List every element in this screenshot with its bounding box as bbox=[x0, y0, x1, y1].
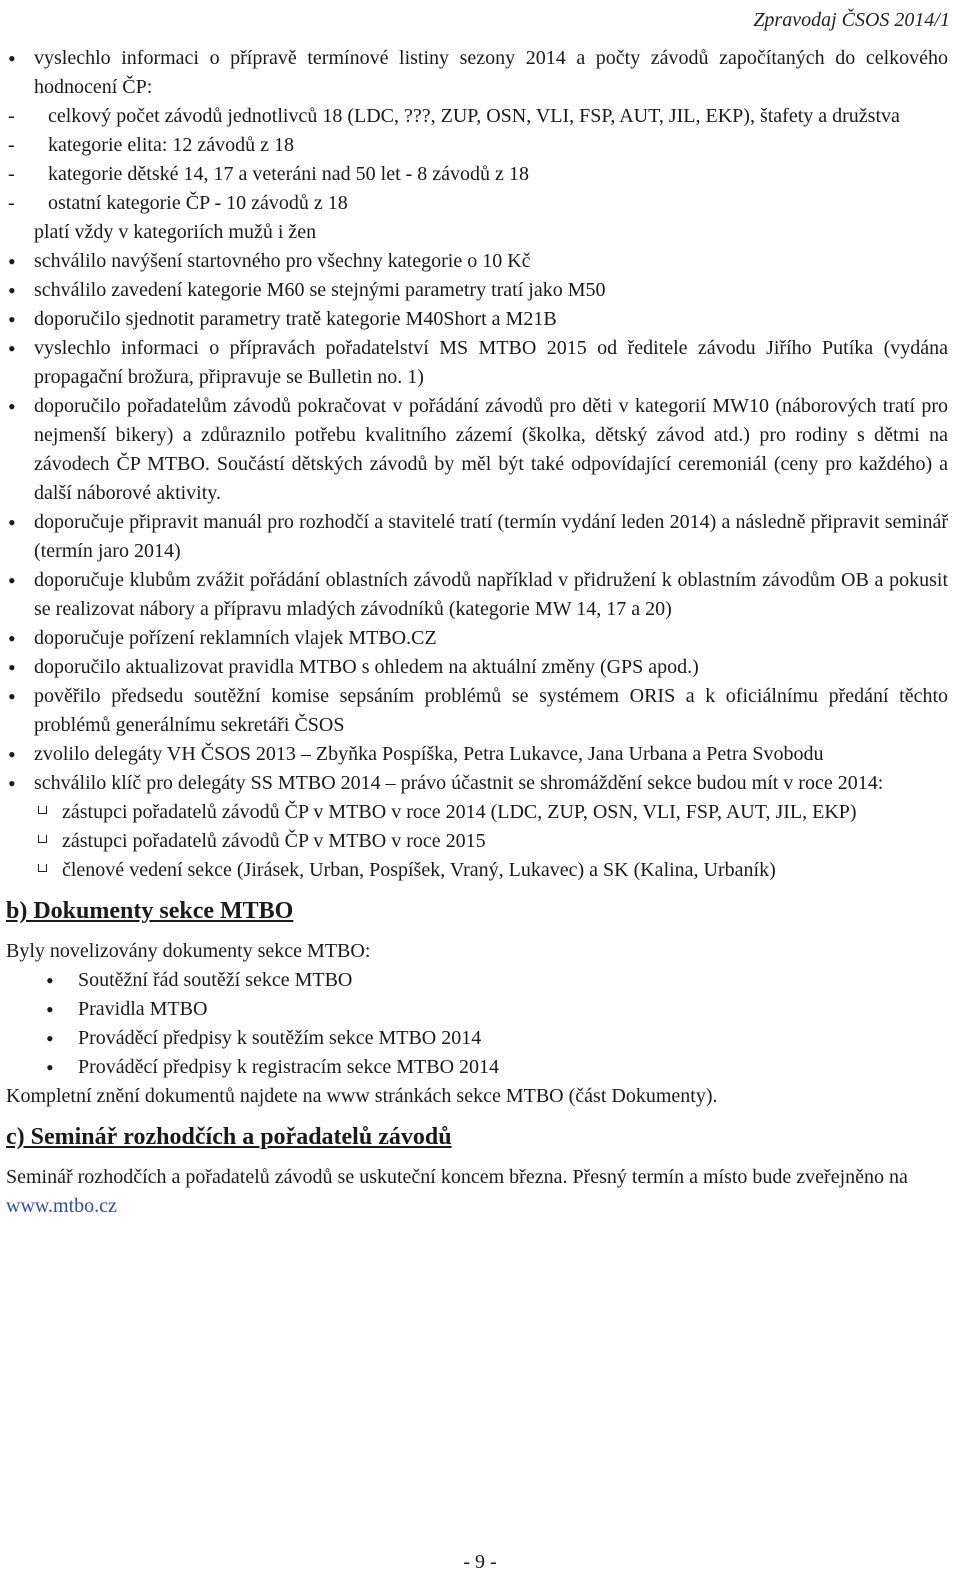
running-header: Zpravodaj ČSOS 2014/1 bbox=[753, 9, 950, 31]
list-item: • schválilo klíč pro delegáty SS MTBO 2014 – právo účastnit se shromáždění sekce budou mít v roce 2014: bbox=[6, 769, 948, 798]
list-item: • doporučuje připravit manuál pro rozhodčí a stavitelé tratí (termín vydání leden 2014) a následně připravit seminář (termín jaro 2014) bbox=[6, 508, 948, 566]
document-item: • Prováděcí předpisy k soutěžím sekce MTBO 2014 bbox=[6, 1024, 948, 1053]
list-item-text: vyslechlo informaci o přípravě termínové listiny sezony 2014 a počty závodů započítaných do celkového hodnocení ČP: bbox=[34, 47, 948, 98]
sub-list-item: členové vedení sekce (Jirásek, Urban, Pospíšek, Vraný, Lukavec) a SK (Kalina, Urbaník) bbox=[6, 856, 948, 885]
dash-item: - kategorie elita: 12 závodů z 18 bbox=[6, 131, 948, 160]
list-item: • doporučuje pořízení reklamních vlajek MTBO.CZ bbox=[6, 624, 948, 653]
note-text: platí vždy v kategoriích mužů i žen bbox=[34, 221, 317, 243]
dash-item: - kategorie dětské 14, 17 a veteráni nad 50 let - 8 závodů z 18 bbox=[6, 160, 948, 189]
section-c-text: Seminář rozhodčích a pořadatelů závodů se uskuteční koncem března. Přesný termín a místo bude zveřejněno na bbox=[6, 1166, 908, 1188]
list-item bbox=[6, 44, 948, 102]
section-b-heading: b) Dokumenty sekce MTBO bbox=[6, 898, 294, 924]
list-item: • doporučilo sjednotit parametry tratě kategorie M40Short a M21B bbox=[6, 305, 948, 334]
page-content bbox=[6, 44, 948, 1221]
list-item: • schválilo navýšení startovného pro všechny kategorie o 10 Kč bbox=[6, 247, 948, 276]
dash-item: - ostatní kategorie ČP - 10 závodů z 18 bbox=[6, 189, 948, 218]
sub-list-item: zástupci pořadatelů závodů ČP v MTBO v roce 2014 (LDC, ZUP, OSN, VLI, FSP, AUT, JIL, EKP) bbox=[6, 798, 948, 827]
mtbo-link[interactable]: www.mtbo.cz bbox=[6, 1195, 117, 1217]
list-item: • schválilo zavedení kategorie M60 se stejnými parametry tratí jako M50 bbox=[6, 276, 948, 305]
list-item: • zvolilo delegáty VH ČSOS 2013 – Zbyňka Pospíška, Petra Lukavce, Jana Urbana a Petra Svobodu bbox=[6, 740, 948, 769]
list-item: • vyslechlo informaci o přípravách pořadatelství MS MTBO 2015 od ředitele závodu Jiřího Putíka (vydána propagační brožura, připravuje se Bulletin no. 1) bbox=[6, 334, 948, 392]
page-number: - 9 - bbox=[463, 1551, 497, 1573]
document-item: • Pravidla MTBO bbox=[6, 995, 948, 1024]
sub-list-item: zástupci pořadatelů závodů ČP v MTBO v roce 2015 bbox=[6, 827, 948, 856]
document-item: • Soutěžní řád soutěží sekce MTBO bbox=[6, 966, 948, 995]
list-item: • pověřilo předsedu soutěžní komise sepsáním problémů se systémem ORIS a k oficiálnímu předání těchto problémů generálnímu sekretáři ČSOS bbox=[6, 682, 948, 740]
list-item: • doporučilo aktualizovat pravidla MTBO s ohledem na aktuální změny (GPS apod.) bbox=[6, 653, 948, 682]
section-c-paragraph bbox=[6, 1163, 948, 1221]
section-b-intro: Byly novelizovány dokumenty sekce MTBO: bbox=[6, 940, 371, 962]
section-c-heading: c) Seminář rozhodčích a pořadatelů závodů bbox=[6, 1124, 452, 1150]
list-item: • doporučuje klubům zvážit pořádání oblastních závodů například v přidružení k oblastním závodům OB a pokusit se realizovat nábory a přípravu mladých závodníků (kategorie MW 14, 17 a 20) bbox=[6, 566, 948, 624]
dash-item: - celkový počet závodů jednotlivců 18 (LDC, ???, ZUP, OSN, VLI, FSP, AUT, JIL, EKP), štafety a družstva bbox=[6, 102, 948, 131]
list-item: • doporučilo pořadatelům závodů pokračovat v pořádání závodů pro děti v kategorií MW10 (náborových tratí pro nejmenší bikery) a zdůraznilo potřebu kvalitního zázemí (školka, dětský závod atd.) pro rodiny s dětmi na závodech ČP MTBO. Součástí dětských závodů by měl být také odpovídající ceremoniál (ceny pro každého) a další náborové aktivity. bbox=[6, 392, 948, 508]
section-b-outro: Kompletní znění dokumentů najdete na www stránkách sekce MTBO (část Dokumenty). bbox=[6, 1085, 718, 1107]
document-item: • Prováděcí předpisy k registracím sekce MTBO 2014 bbox=[6, 1053, 948, 1082]
